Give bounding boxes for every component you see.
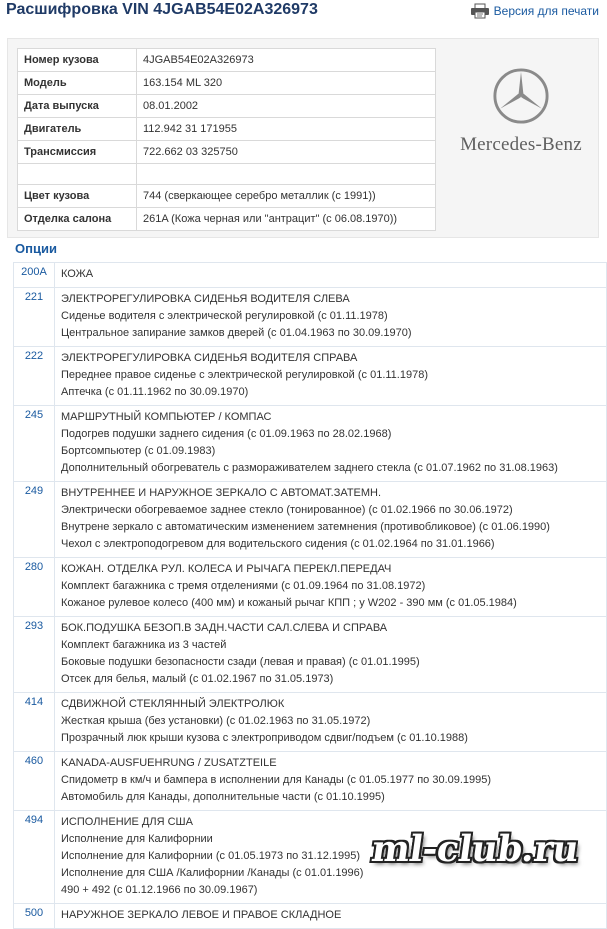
brand-logo — [445, 67, 597, 156]
spec-label: Дата выпуска — [18, 95, 137, 118]
option-line: Боковые подушки безопасности сзади (левая и правая) (с 01.01.1995) — [61, 656, 420, 668]
option-line: ИСПОЛНЕНИЕ ДЛЯ США — [61, 816, 193, 828]
spec-row-engine — [18, 118, 436, 141]
spec-value: 112.942 31 171955 — [137, 118, 436, 141]
option-line: Исполнение для США /Калифорнии /Канады (с 01.01.1996) — [61, 867, 364, 879]
option-description — [55, 752, 607, 811]
spec-label: Отделка салона — [18, 208, 137, 231]
spec-value: 722.662 03 325750 — [137, 141, 436, 164]
option-code-link[interactable]: 249 — [14, 482, 55, 558]
option-line: СДВИЖНОЙ СТЕКЛЯННЫЙ ЭЛЕКТРОЛЮК — [61, 698, 285, 710]
option-line: Дополнительный обогреватель с размораживателем заднего стекла (с 01.07.1962 по 31.08.1963) — [61, 462, 558, 474]
spec-label: Цвет кузова — [18, 185, 137, 208]
option-line: Кожаное рулевое колесо (400 мм) и кожаный рычаг КПП ; у W202 - 390 мм (с 01.05.1984) — [61, 597, 517, 609]
vehicle-info-panel — [7, 38, 599, 238]
option-line: Подогрев подушки заднего сидения (с 01.09.1963 по 28.02.1968) — [61, 428, 392, 440]
option-code-link[interactable]: 460 — [14, 752, 55, 811]
option-row — [14, 482, 607, 558]
spec-row-transmission — [18, 141, 436, 164]
option-line: Сиденье водителя с электрической регулировкой (с 01.11.1978) — [61, 310, 388, 322]
option-row — [14, 693, 607, 752]
option-line: Внутрене зеркало с автоматическим изменением затемнения (противобликовое) (с 01.06.1990) — [61, 521, 550, 533]
option-row — [14, 263, 607, 288]
option-line: ЭЛЕКТРОРЕГУЛИРОВКА СИДЕНЬЯ ВОДИТЕЛЯ СЛЕВА — [61, 293, 350, 305]
option-line: Прозрачный люк крыши кузова с электроприводом сдвиг/подъем (с 01.10.1988) — [61, 732, 468, 744]
option-description — [55, 482, 607, 558]
option-row — [14, 288, 607, 347]
option-line: Исполнение для Калифорнии — [61, 833, 213, 845]
option-line: ЭЛЕКТРОРЕГУЛИРОВКА СИДЕНЬЯ ВОДИТЕЛЯ СПРАВА — [61, 352, 358, 364]
spec-label: Модель — [18, 72, 137, 95]
print-version-label[interactable]: Версия для печати — [493, 4, 599, 18]
page-title: Расшифровка VIN 4JGAB54E02A326973 — [6, 1, 318, 18]
option-line: Электрически обогреваемое заднее стекло (тонированное) (с 01.02.1966 по 30.06.1972) — [61, 504, 513, 516]
option-line: Бортcомпьютер (с 01.09.1983) — [61, 445, 216, 457]
spec-label: Трансмиссия — [18, 141, 137, 164]
option-line: Центральное запирание замков дверей (с 01.04.1963 по 30.09.1970) — [61, 327, 412, 339]
option-code-link[interactable]: 222 — [14, 347, 55, 406]
spec-value: 744 (сверкающее серебро металлик (с 1991)) — [137, 185, 436, 208]
option-description — [55, 406, 607, 482]
option-row — [14, 406, 607, 482]
option-row — [14, 347, 607, 406]
print-version-link[interactable] — [470, 3, 599, 19]
option-line: КОЖА — [61, 268, 94, 280]
spec-value — [137, 164, 436, 185]
option-description — [55, 693, 607, 752]
option-line: НАРУЖНОЕ ЗЕРКАЛО ЛЕВОЕ И ПРАВОЕ СКЛАДНОЕ — [61, 909, 342, 921]
option-code-link[interactable]: 500 — [14, 904, 55, 929]
option-line: БОК.ПОДУШКА БЕЗОП.В ЗАДН.ЧАСТИ САЛ.СЛЕВА И СПРАВА — [61, 622, 388, 634]
option-description — [55, 904, 607, 929]
spec-value: 4JGAB54E02A326973 — [137, 49, 436, 72]
spec-row-production-date — [18, 95, 436, 118]
option-code-link[interactable]: 221 — [14, 288, 55, 347]
option-line: Отсек для белья, малый (с 01.02.1967 по 31.05.1973) — [61, 673, 334, 685]
mercedes-star-icon — [492, 67, 550, 125]
option-line: ВНУТРЕННЕЕ И НАРУЖНОЕ ЗЕРКАЛО С АВТОМАТ.ЗАТЕМН. — [61, 487, 382, 499]
option-description — [55, 263, 607, 288]
option-description — [55, 288, 607, 347]
site-watermark: ml-club.ru — [369, 828, 582, 870]
option-description — [55, 347, 607, 406]
page-header — [0, 0, 607, 26]
option-description — [55, 558, 607, 617]
options-heading: Опции — [15, 241, 57, 256]
option-code-link[interactable]: 200A — [14, 263, 55, 288]
option-row — [14, 558, 607, 617]
option-line: 490 + 492 (с 01.12.1966 по 30.09.1967) — [61, 884, 258, 896]
option-row — [14, 752, 607, 811]
option-line: Чехол с электроподогревом для водительского сидения (с 01.02.1964 по 31.01.1966) — [61, 538, 495, 550]
spec-row-model — [18, 72, 436, 95]
option-code-link[interactable]: 414 — [14, 693, 55, 752]
spec-row-body-color — [18, 185, 436, 208]
spec-value: 163.154 ML 320 — [137, 72, 436, 95]
spec-row-empty — [18, 164, 436, 185]
option-code-link[interactable]: 245 — [14, 406, 55, 482]
option-row — [14, 617, 607, 693]
spec-label: Номер кузова — [18, 49, 137, 72]
spec-row-interior — [18, 208, 436, 231]
option-code-link[interactable]: 494 — [14, 811, 55, 904]
spec-label: Двигатель — [18, 118, 137, 141]
printer-icon — [470, 3, 490, 19]
option-code-link[interactable]: 280 — [14, 558, 55, 617]
option-row — [14, 904, 607, 929]
option-line: Комплект багажника с тремя отделениями (с 01.09.1964 по 31.08.1972) — [61, 580, 426, 592]
option-line: Исполнение для Калифорнии (с 01.05.1973 по 31.12.1995) — [61, 850, 361, 862]
option-line: Переднее правое сиденье с электрической регулировкой (с 01.11.1978) — [61, 369, 428, 381]
option-line: Автомобиль для Канады, дополнительные части (с 01.10.1995) — [61, 791, 385, 803]
brand-logo-text: Mercedes-Benz — [460, 134, 582, 155]
spec-row-body-number — [18, 49, 436, 72]
option-line: Спидометр в км/ч и бампера в исполнении для Канады (с 01.05.1977 по 30.09.1995) — [61, 774, 492, 786]
spec-value: 261A (Кожа черная или "антрацит" (с 06.08.1970)) — [137, 208, 436, 231]
option-line: KANADA-AUSFUEHRUNG / ZUSATZTEILE — [61, 757, 277, 769]
spec-value: 08.01.2002 — [137, 95, 436, 118]
option-line: Комплект багажника из 3 частей — [61, 639, 227, 651]
spec-label — [18, 164, 137, 185]
option-line: КОЖАН. ОТДЕЛКА РУЛ. КОЛЕСА И РЫЧАГА ПЕРЕКЛ.ПЕРЕДАЧ — [61, 563, 392, 575]
option-line: Аптечка (с 01.11.1962 по 30.09.1970) — [61, 386, 249, 398]
vehicle-specs-table — [17, 48, 436, 231]
option-description — [55, 617, 607, 693]
option-code-link[interactable]: 293 — [14, 617, 55, 693]
option-line: МАРШРУТНЫЙ КОМПЬЮТЕР / КОМПАС — [61, 411, 272, 423]
option-line: Жесткая крыша (без установки) (с 01.02.1963 по 31.05.1972) — [61, 715, 371, 727]
